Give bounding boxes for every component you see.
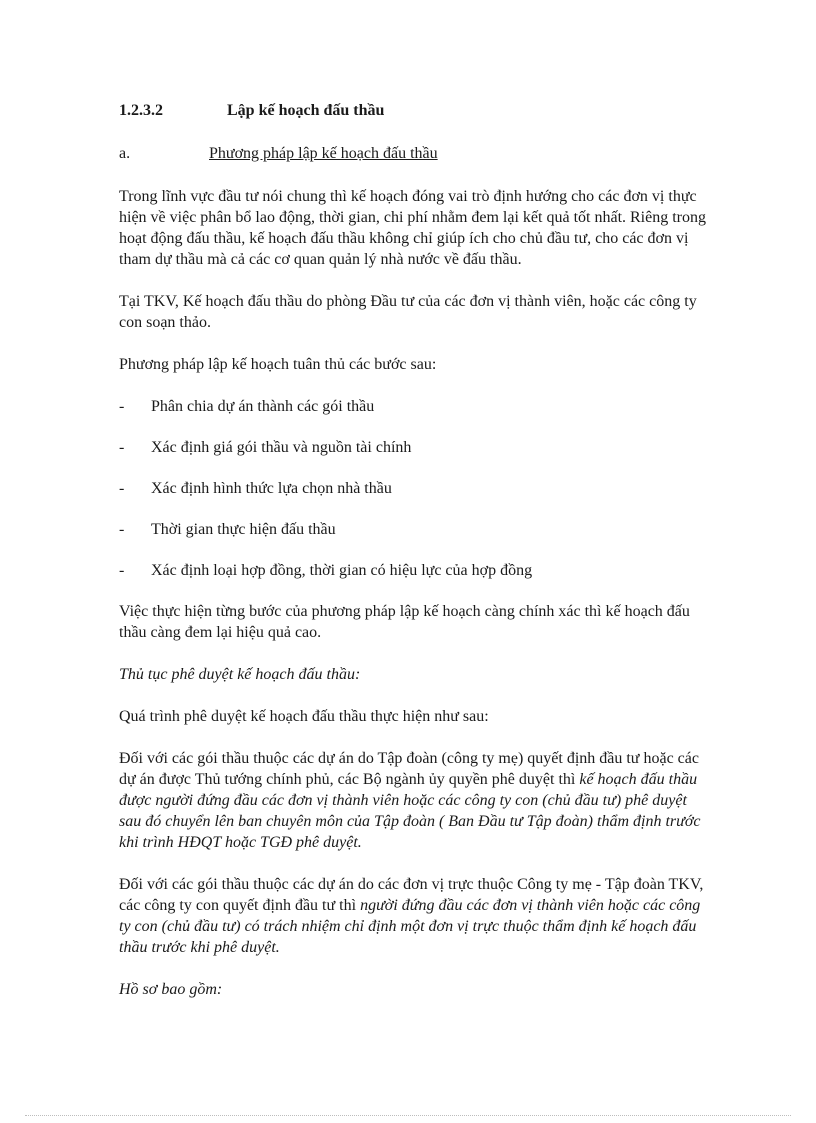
list-dash: - <box>119 480 125 497</box>
section-title: Lập kế hoạch đấu thầu <box>227 102 385 119</box>
paragraph-member-normal: Đối với các gói thầu thuộc các dự án do các đơn vị trực thuộc Công ty mẹ - Tập đoàn TKV, các công ty con quyết định đầu tư thì <box>119 876 704 914</box>
list-dash: - <box>119 521 125 538</box>
subsection-heading <box>119 143 709 164</box>
paragraph-steps-intro: Phương pháp lập kế hoạch tuân thủ các bước sau: <box>119 356 437 373</box>
page-bottom-divider <box>25 1115 791 1116</box>
list-item <box>119 519 709 540</box>
list-item-text: Phân chia dự án thành các gói thầu <box>151 398 375 415</box>
paragraph-accuracy: Việc thực hiện từng bước của phương pháp lập kế hoạch càng chính xác thì kế hoạch đấu thầu càng đem lại hiệu quả cao. <box>119 603 690 641</box>
paragraph-tkv: Tại TKV, Kế hoạch đấu thầu do phòng Đầu tư của các đơn vị thành viên, hoặc các công ty con soạn thảo. <box>119 293 697 331</box>
section-number: 1.2.3.2 <box>119 102 163 119</box>
steps-list <box>119 396 709 581</box>
list-dash: - <box>119 562 125 579</box>
list-item <box>119 478 709 499</box>
paragraph-group-italic: kế hoạch đấu thầu được người đứng đầu các đơn vị thành viên hoặc các công ty con (chủ đầu tư) phê duyệt sau đó chuyển lên ban chuyên môn của Tập đoàn ( Ban Đầu tư Tập đoàn) thẩm định trước khi trình HĐQT hoặc TGĐ phê duyệt. <box>119 771 701 851</box>
paragraph-process: Quá trình phê duyệt kế hoạch đấu thầu thực hiện như sau: <box>119 708 489 725</box>
paragraph-group-normal: Đối với các gói thầu thuộc các dự án do Tập đoàn (công ty mẹ) quyết định đầu tư hoặc các dự án được Thủ tướng chính phủ, các Bộ ngành ủy quyền phê duyệt thì <box>119 750 699 788</box>
procedure-title: Thủ tục phê duyệt kế hoạch đấu thầu: <box>119 666 361 683</box>
list-item-text: Xác định loại hợp đồng, thời gian có hiệu lực của hợp đồng <box>151 562 533 579</box>
list-dash: - <box>119 439 125 456</box>
subsection-title: Phương pháp lập kế hoạch đấu thầu <box>209 145 438 162</box>
paragraph-group-projects <box>119 748 709 853</box>
dossier-title: Hồ sơ bao gồm: <box>119 981 223 998</box>
paragraph-intro: Trong lĩnh vực đầu tư nói chung thì kế hoạch đóng vai trò định hướng cho các đơn vị thực hiện về việc phân bổ lao động, thời gian, chi phí nhằm đem lại kết quả tốt nhất. Riêng trong hoạt động đấu thầu, kế hoạch đấu thầu không chỉ giúp ích cho chủ đầu tư, cho các đơn vị tham dự thầu mà cả các cơ quan quản lý nhà nước về đấu thầu. <box>119 188 706 268</box>
list-item-text: Thời gian thực hiện đấu thầu <box>151 521 336 538</box>
subsection-index: a. <box>119 145 131 162</box>
section-heading <box>119 100 709 121</box>
paragraph-member-projects <box>119 874 709 958</box>
list-dash: - <box>119 398 125 415</box>
document-page <box>119 100 709 1021</box>
paragraph-member-italic: người đứng đầu các đơn vị thành viên hoặc các công ty con (chủ đầu tư) có trách nhiệm chỉ định một đơn vị trực thuộc thẩm định kế hoạch đấu thầu trước khi phê duyệt. <box>119 897 701 956</box>
list-item-text: Xác định hình thức lựa chọn nhà thầu <box>151 480 392 497</box>
list-item <box>119 560 709 581</box>
list-item <box>119 396 709 417</box>
list-item <box>119 437 709 458</box>
list-item-text: Xác định giá gói thầu và nguồn tài chính <box>151 439 412 456</box>
